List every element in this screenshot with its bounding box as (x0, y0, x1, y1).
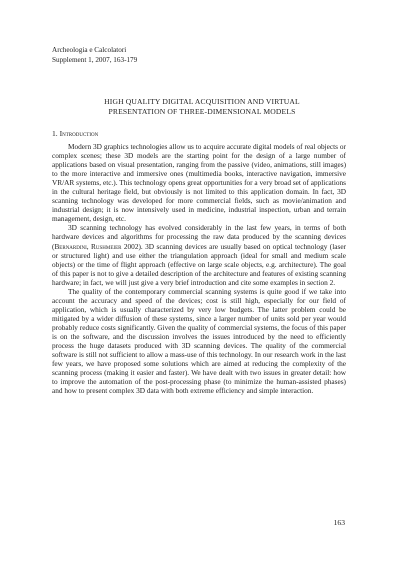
title-line-1: HIGH QUALITY DIGITAL ACQUISITION AND VIRTUAL (104, 97, 300, 106)
paragraph-2-text-a: 3D scanning technology has evolved considerably in the last few years, in terms of both hardware devices and algorithms for processing the raw data produced by the scanning devices ( (52, 223, 346, 251)
journal-header (52, 46, 137, 65)
section-title: Introduction (59, 129, 99, 138)
paper-title (52, 97, 352, 117)
body-text (52, 142, 346, 395)
journal-name: Archeologia e Calcolatori (52, 46, 127, 54)
paragraph-3: The quality of the contemporary commercial scanning systems is quite good if we take into account the accuracy and speed of the devices; cost is still high, especially for our field of application, which is usually characterized by very low budgets. The latter problem could be mitigated by a wider diffusion of these systems, since a larger number of units sold per year would probably reduce costs significantly. Given the quality of commercial systems, the focus of this paper is on the software, and the discussion involves the issues introduced by the need to efficiently process the huge datasets produced with 3D scanning devices. The quality of the commercial software is still not sufficient to allow a mass-use of this technology. In our research work in the last few years, we have proposed some solutions which are aimed at reducing the complexity of the scanning process (making it easier and faster). We have dealt with two issues in greater detail: how to improve the automation of the post-processing phase (to minimize the human-assisted phases) and how to present complex 3D data with both extreme efficiency and simple interaction. (52, 286, 346, 396)
page-number: 163 (333, 518, 345, 527)
paragraph-1: Modern 3D graphics technologies allow us to acquire accurate digital models of real objects or complex scenes; these 3D models are the starting point for the design of a large number of applications based on visual presentation, ranging from the passive (video, animations, still images) to the more interactive and immersive ones (multimedia books, interactive navigation, immersive VR/AR systems, etc.). This technology opens great opportunities for a very broad set of applications in the cultural heritage field, but obviously is not limited to this application domain. In fact, 3D scanning technology was developed for more commercial fields, such as movie/animation and industrial design; it is now intensively used in medicine, industrial inspection, urban and terrain management, design, etc. (52, 142, 346, 224)
supplement-info: Supplement 1, 2007, 163-179 (52, 55, 138, 64)
paragraph-2 (52, 223, 346, 286)
section-number: 1. (52, 129, 58, 138)
title-line-2: PRESENTATION OF THREE-DIMENSIONAL MODELS (108, 107, 296, 116)
citation: Bernardini, Rushmeier (54, 241, 122, 251)
paragraph-2-text-b: 2002). 3D scanning devices are usually based on optical technology (laser or structured light) and use either the triangulation approach (ideal for small and medium scale objects) or the time of flight approach (effective on large scale objects, e.g. architecture). The goal of this paper is not to give a detailed description of the architecture and features of existing scanning hardware; in fact, we will just give a very brief introduction and cite some examples in section 2. (52, 241, 347, 287)
section-heading (52, 129, 98, 138)
